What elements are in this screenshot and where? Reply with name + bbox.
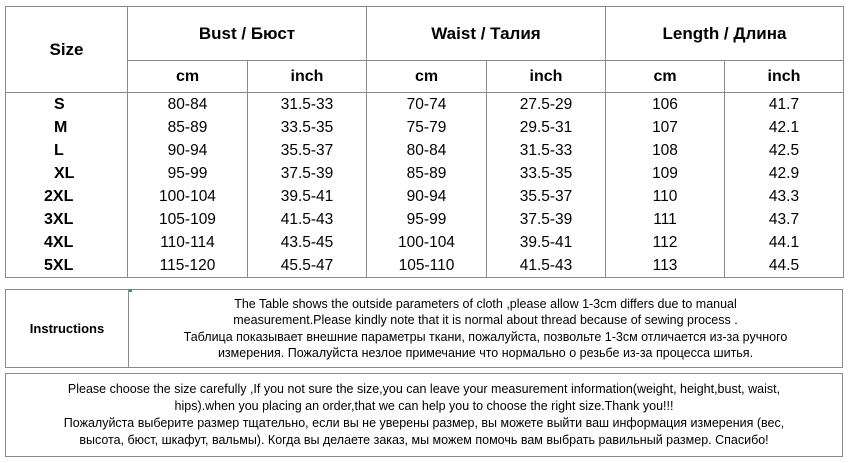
waist-inch-cell: 37.5-39 <box>487 208 606 231</box>
table-row <box>6 162 844 185</box>
size-label: 5XL <box>6 254 128 278</box>
waist-cm-cell: 105-110 <box>367 254 487 278</box>
size-label: S <box>6 93 128 117</box>
length-inch-cell: 44.1 <box>725 231 844 254</box>
bust-inch-cell: 39.5-41 <box>248 185 367 208</box>
size-label: 3XL <box>6 208 128 231</box>
waist-cm-cell: 70-74 <box>367 93 487 117</box>
size-label: L <box>6 139 128 162</box>
length-inch-cell: 43.3 <box>725 185 844 208</box>
bust-header: Bust / Бюст <box>128 7 367 61</box>
length-inch-cell: 41.7 <box>725 93 844 117</box>
corner-marker <box>129 289 132 292</box>
unit-header: inch <box>248 61 367 93</box>
bust-inch-cell: 43.5-45 <box>248 231 367 254</box>
notice-line: Пожалуйста выберите размер тщательно, если вы не уверены размер, вы можете выйти ваш информация измерения (вес, <box>63 416 785 430</box>
table-row <box>6 93 844 117</box>
waist-inch-cell: 31.5-33 <box>487 139 606 162</box>
length-inch-cell: 42.9 <box>725 162 844 185</box>
bust-cm-cell: 110-114 <box>128 231 248 254</box>
unit-header: inch <box>725 61 844 93</box>
bust-cm-cell: 90-94 <box>128 139 248 162</box>
length-cm-cell: 108 <box>606 139 725 162</box>
bust-inch-cell: 45.5-47 <box>248 254 367 278</box>
bust-inch-cell: 33.5-35 <box>248 116 367 139</box>
bust-inch-cell: 35.5-37 <box>248 139 367 162</box>
size-header: Size <box>6 7 128 93</box>
length-inch-cell: 43.7 <box>725 208 844 231</box>
waist-cm-cell: 75-79 <box>367 116 487 139</box>
size-label: XL <box>6 162 128 185</box>
waist-header: Waist / Талия <box>367 7 606 61</box>
notice-box <box>5 373 843 457</box>
notice-line: hips).when you placing an order,that we can help you to choose the right size.Thank you!!! <box>174 399 674 413</box>
length-inch-cell: 42.5 <box>725 139 844 162</box>
length-inch-cell: 42.1 <box>725 116 844 139</box>
waist-inch-cell: 33.5-35 <box>487 162 606 185</box>
instructions-line: Таблица показывает внешние параметры ткани, пожалуйста, позвольте 1-3см отличается из-за ручного <box>183 329 788 344</box>
instructions-line: The Table shows the outside parameters of cloth ,please allow 1-3cm differs due to manual <box>234 296 737 311</box>
bust-cm-cell: 95-99 <box>128 162 248 185</box>
bust-cm-cell: 100-104 <box>128 185 248 208</box>
waist-inch-cell: 29.5-31 <box>487 116 606 139</box>
notice-line: Please choose the size carefully ,If you not sure the size,you can leave your measurement information(weight, height,bust, waist, <box>67 382 781 396</box>
table-row <box>6 139 844 162</box>
unit-header: cm <box>606 61 725 93</box>
bust-cm-cell: 105-109 <box>128 208 248 231</box>
waist-cm-cell: 85-89 <box>367 162 487 185</box>
instructions-box <box>5 289 843 368</box>
length-cm-cell: 113 <box>606 254 725 278</box>
instructions-text <box>129 290 842 367</box>
waist-inch-cell: 41.5-43 <box>487 254 606 278</box>
table-row <box>6 254 844 278</box>
length-cm-cell: 109 <box>606 162 725 185</box>
waist-inch-cell: 39.5-41 <box>487 231 606 254</box>
bust-cm-cell: 80-84 <box>128 93 248 117</box>
length-inch-cell: 44.5 <box>725 254 844 278</box>
length-header: Length / Длина <box>606 7 844 61</box>
unit-header: cm <box>367 61 487 93</box>
size-label: 4XL <box>6 231 128 254</box>
bust-inch-cell: 41.5-43 <box>248 208 367 231</box>
length-cm-cell: 106 <box>606 93 725 117</box>
waist-cm-cell: 100-104 <box>367 231 487 254</box>
table-row <box>6 185 844 208</box>
table-row <box>6 116 844 139</box>
length-cm-cell: 107 <box>606 116 725 139</box>
waist-cm-cell: 95-99 <box>367 208 487 231</box>
bust-inch-cell: 31.5-33 <box>248 93 367 117</box>
length-cm-cell: 111 <box>606 208 725 231</box>
waist-inch-cell: 27.5-29 <box>487 93 606 117</box>
instructions-label: Instructions <box>6 290 129 367</box>
instructions-line: measurement.Please kindly note that it is normal about thread because of sewing process . <box>233 313 738 327</box>
size-table <box>5 6 844 278</box>
notice-line: высота, бюст, шкафут, вальмы). Когда вы делаете заказ, мы можем помочь вам выбрать равильный размер. Спасибо! <box>79 433 769 447</box>
bust-cm-cell: 115-120 <box>128 254 248 278</box>
length-cm-cell: 110 <box>606 185 725 208</box>
table-row <box>6 231 844 254</box>
waist-cm-cell: 90-94 <box>367 185 487 208</box>
bust-inch-cell: 37.5-39 <box>248 162 367 185</box>
size-label: 2XL <box>6 185 128 208</box>
unit-header: cm <box>128 61 248 93</box>
bust-cm-cell: 85-89 <box>128 116 248 139</box>
waist-cm-cell: 80-84 <box>367 139 487 162</box>
length-cm-cell: 112 <box>606 231 725 254</box>
unit-row <box>6 61 844 93</box>
size-label: M <box>6 116 128 139</box>
header-row <box>6 7 844 61</box>
table-row <box>6 208 844 231</box>
instructions-line: измерения. Пожалуйста незлое примечание что нормально о резьбе из-за процесса шитья. <box>217 346 754 360</box>
waist-inch-cell: 35.5-37 <box>487 185 606 208</box>
unit-header: inch <box>487 61 606 93</box>
